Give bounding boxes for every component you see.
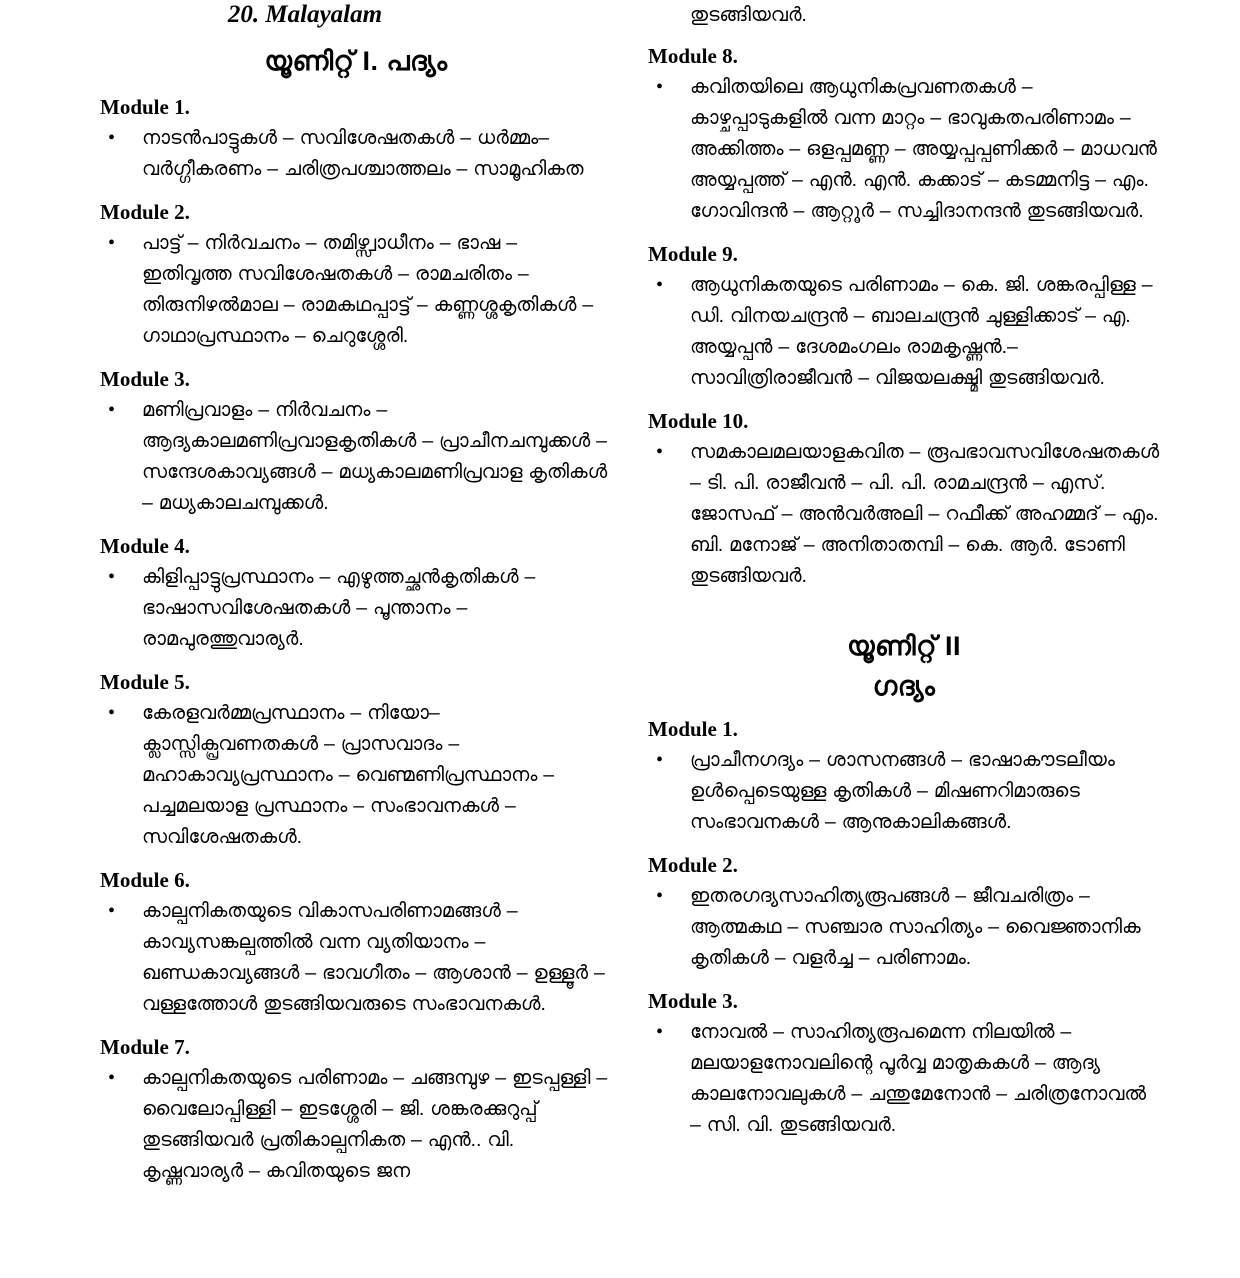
list-item (100, 698, 612, 853)
bullet-icon: • (656, 885, 664, 907)
right-column (648, 0, 1160, 1155)
list-item (100, 896, 612, 1020)
module-text: ആധുനികതയുടെ പരിണാമം – കെ. ജി. ശങ്കരപ്പിള്ള – ഡി. വിനയചന്ദ്രൻ – ബാലചന്ദ്രൻ ചുള്ളിക്കാട് – എ. അയ്യപ്പൻ – ദേശമംഗലം രാമകൃഷ്ണൻ.– സാവിത്രിരാജീവൻ – വിജയലക്ഷ്മി തുടങ്ങിയവർ. (690, 274, 1153, 389)
list-item (100, 395, 612, 519)
module-block (648, 716, 1160, 838)
module-heading: Module 5. (100, 670, 190, 694)
module-block (100, 199, 612, 352)
module-text: സമകാലമലയാളകവിത – രൂപഭാവസവിശേഷതകൾ – ടി. പി. രാജീവൻ – പി. പി. രാമചന്ദ്രൻ – എസ്. ജോസഫ് – അൻവർഅലി – റഫീക്ക് അഹമ്മദ് – എം. ബി. മനോജ് – അനിതാതമ്പി – കെ. ആർ. ടോണി തുടങ്ങിയവർ. (690, 441, 1160, 587)
list-item (100, 1063, 612, 1187)
bullet-icon: • (108, 232, 116, 254)
module-heading: Module 9. (648, 242, 738, 266)
module-block (100, 94, 612, 185)
unit-2-heading (648, 626, 1160, 706)
list-item (648, 270, 1160, 394)
module-text: കവിതയിലെ ആധുനികപ്രവണതകൾ – കാഴ്ചപ്പാടുകളിൽ വന്ന മാറ്റം – ഭാവുകതപരിണാമം – അക്കിത്തം – ഒളപ്പമണ്ണ – അയ്യപ്പപ്പണിക്കർ – മാധവൻ അയ്യപ്പത്ത് – എൻ. എൻ. കക്കാട് – കടമ്മനിട്ട – എം. ഗോവിന്ദൻ – ആറ്റൂർ – സച്ചിദാനന്ദൻ തുടങ്ങിയവർ. (690, 76, 1157, 222)
unit-2-heading-line-1: യൂണിറ്റ് II (846, 631, 962, 661)
module-block (648, 988, 1160, 1141)
module-heading: Module 1. (100, 95, 190, 119)
module-text: മണിപ്രവാളം – നിർവചനം – ആദ്യകാലമണിപ്രവാളകൃതികൾ – പ്രാചീനചമ്പുക്കൾ – സന്ദേശകാവ്യങ്ങൾ – മധ്യകാലമണിപ്രവാള കൃതികൾ – മധ്യകാലചമ്പുക്കൾ. (142, 399, 608, 514)
module-text: പ്രാചീനഗദ്യം – ശാസനങ്ങൾ – ഭാഷാകൗടലീയം ഉൾപ്പെടെയുള്ള കൃതികൾ – മിഷണറിമാരുടെ സംഭാവനകൾ – ആനുകാലികങ്ങൾ. (690, 749, 1115, 833)
list-item (648, 72, 1160, 227)
module-block (648, 852, 1160, 974)
module-block (648, 43, 1160, 227)
module-heading: Module 8. (648, 44, 738, 68)
bullet-icon: • (656, 441, 664, 463)
left-column (100, 0, 612, 1201)
list-item (100, 562, 612, 655)
module-text: നോവൽ – സാഹിത്യരൂപമെന്ന നിലയിൽ – മലയാളനോവലിന്റെ പൂർവ്വ മാതൃകകൾ – ആദ്യ കാലനോവലുകൾ – ചന്തുമേനോൻ – ചരിത്രനോവൽ – സി. വി. തുടങ്ങിയവർ. (690, 1021, 1147, 1136)
module-text: കാല്പനികതയുടെ വികാസപരിണാമങ്ങൾ – കാവ്യസങ്കല്പത്തിൽ വന്ന വ്യതിയാനം – ഖണ്ഡകാവ്യങ്ങൾ – ഭാവഗീതം – ആശാൻ – ഉള്ളൂർ – വള്ളത്തോൾ തുടങ്ങിയവരുടെ സംഭാവനകൾ. (142, 900, 605, 1015)
module-block (100, 1034, 612, 1187)
bullet-icon: • (108, 566, 116, 588)
module-text: കാല്പനികതയുടെ പരിണാമം – ചങ്ങമ്പുഴ – ഇടപ്പള്ളി – വൈലോപ്പിള്ളി – ഇടശ്ശേരി – ജി. ശങ്കരക്കുറുപ്പ് തുടങ്ങിയവർ പ്രതികാല്പനികത – എൻ.. വി. കൃഷ്ണവാര്യർ – കവിതയുടെ ജന (142, 1067, 608, 1182)
module-block (100, 669, 612, 853)
module-text: നാടൻപാട്ടുകൾ – സവിശേഷതകൾ – ധർമ്മം–വർഗ്ഗീകരണം – ചരിത്രപശ്ചാത്തലം – സാമൂഹികത (142, 127, 584, 180)
module-heading: Module 7. (100, 1035, 190, 1059)
module-heading: Module 6. (100, 868, 190, 892)
module-heading: Module 10. (648, 409, 749, 433)
module-text: കിളിപ്പാട്ടുപ്രസ്ഥാനം – എഴുത്തച്ഛൻകൃതികൾ – ഭാഷാസവിശേഷതകൾ – പൂന്താനം – രാമപുരത്തുവാര്യർ. (142, 566, 536, 650)
module-heading: Module 3. (648, 989, 738, 1013)
unit-2-heading-line-2: ഗദ്യം (872, 671, 936, 701)
bullet-icon: • (108, 399, 116, 421)
list-item (648, 437, 1160, 592)
list-item (100, 228, 612, 352)
bullet-icon: • (108, 702, 116, 724)
module-heading: Module 3. (100, 367, 190, 391)
list-item (648, 1017, 1160, 1141)
list-item (648, 745, 1160, 838)
module-heading: Module 1. (648, 717, 738, 741)
module-heading: Module 2. (648, 853, 738, 877)
module-block (100, 533, 612, 655)
page-title: 20. Malayalam (227, 1, 383, 28)
module-block (648, 241, 1160, 394)
module-text: ഇതരഗദ്യസാഹിത്യരൂപങ്ങൾ – ജീവചരിത്രം – ആത്മകഥ – സഞ്ചാര സാഹിത്യം – വൈജ്ഞാനിക കൃതികൾ – വളർച്ച – പരിണാമം. (690, 885, 1141, 969)
bullet-icon: • (656, 749, 664, 771)
bullet-icon: • (656, 76, 664, 98)
module-block (100, 366, 612, 519)
unit-1-heading: യൂണിറ്റ് I. പദ്യം (264, 46, 448, 76)
module-heading: Module 2. (100, 200, 190, 224)
list-item (100, 123, 612, 185)
bullet-icon: • (656, 274, 664, 296)
module-block (100, 867, 612, 1020)
module-text: കേരളവർമ്മപ്രസ്ഥാനം – നിയോ–ക്ലാസ്സിക്പ്രവണതകൾ – പ്രാസവാദം – മഹാകാവ്യപ്രസ്ഥാനം – വെണ്മണിപ്രസ്ഥാനം – പച്ചമലയാള പ്രസ്ഥാനം – സംഭാവനകൾ – സവിശേഷതകൾ. (142, 702, 555, 848)
module-heading: Module 4. (100, 534, 190, 558)
module-text-continuation: തുടങ്ങിയവർ. (690, 4, 807, 26)
module-text: പാട്ട് – നിർവചനം – തമിഴ്സ്വാധീനം – ഭാഷ – ഇതിവൃത്ത സവിശേഷതകൾ – രാമചരിതം – തിരുനിഴൽമാല – രാമകഥപ്പാട്ട് – കണ്ണശ്ശകൃതികൾ – ഗാഥാപ്രസ്ഥാനം – ചെറുശ്ശേരി. (142, 232, 594, 347)
bullet-icon: • (108, 900, 116, 922)
bullet-icon: • (108, 127, 116, 149)
list-item (648, 881, 1160, 974)
module-block (648, 408, 1160, 592)
bullet-icon: • (108, 1067, 116, 1089)
bullet-icon: • (656, 1021, 664, 1043)
